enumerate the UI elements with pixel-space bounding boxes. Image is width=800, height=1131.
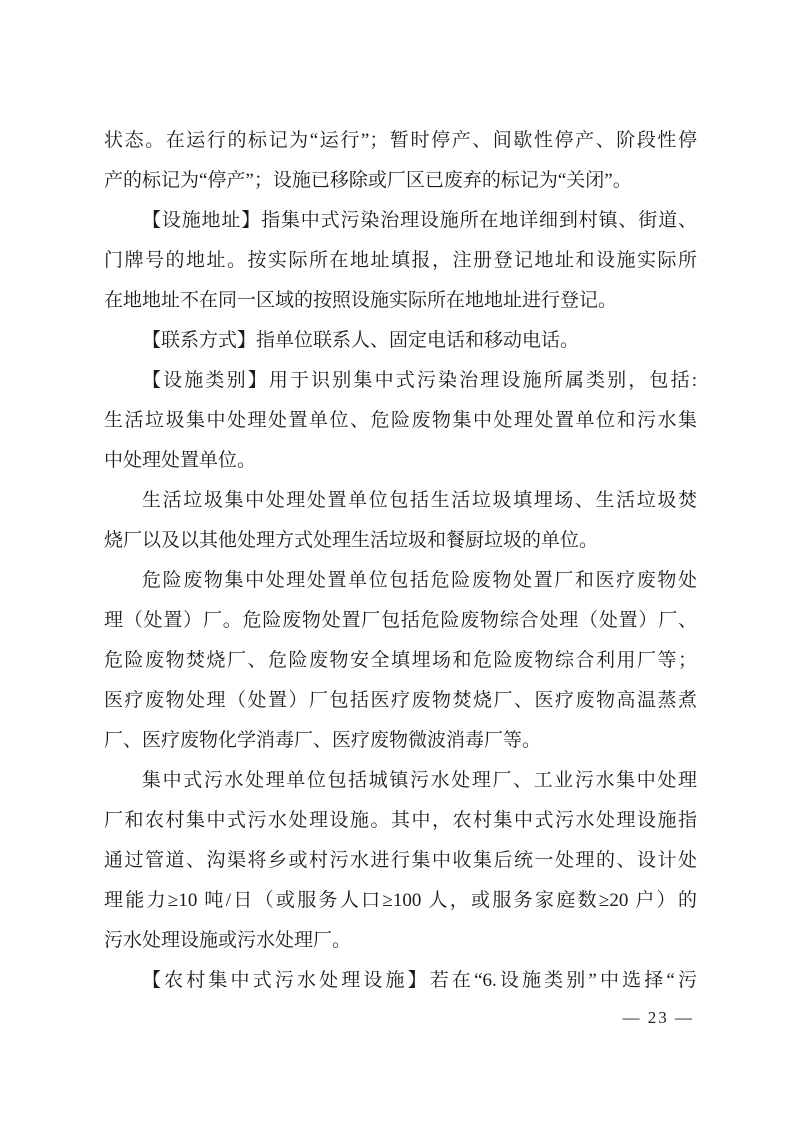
text-line: 产的标记为“停产”；设施已移除或厂区已废弃的标记为“关闭”。 — [104, 170, 632, 191]
text-line: 【农村集中式污水处理设施】若在“6.设施类别”中选择“污 — [142, 970, 697, 991]
text-line: 厂、医疗废物化学消毒厂、医疗废物微波消毒厂等。 — [104, 730, 542, 751]
text-line: 在地地址不在同一区域的按照设施实际所在地地址进行登记。 — [104, 290, 618, 311]
text-line: 理（处置）厂。危险废物处置厂包括危险废物综合处理（处置）厂、 — [104, 610, 697, 631]
text-line: 【设施地址】指集中式污染治理设施所在地详细到村镇、街道、 — [142, 210, 697, 231]
text-line: 危险废物焚烧厂、危险废物安全填埋场和危险废物综合利用厂等； — [104, 650, 697, 671]
text-line: 门牌号的地址。按实际所在地址填报，注册登记地址和设施实际所 — [104, 250, 697, 271]
text-line: 危险废物集中处理处置单位包括危险废物处置厂和医疗废物处 — [142, 570, 697, 591]
text-line: 【联系方式】指单位联系人、固定电话和移动电话。 — [142, 330, 580, 351]
text-line: 【设施类别】用于识别集中式污染治理设施所属类别，包括: — [142, 370, 697, 391]
text-line: 理能力≥10 吨/日（或服务人口≥100 人，或服务家庭数≥20 户）的 — [104, 890, 697, 911]
text-line: 通过管道、沟渠将乡或村污水进行集中收集后统一处理的、设计处 — [104, 850, 697, 871]
paragraph — [104, 321, 697, 361]
text-line: 医疗废物处理（处置）厂包括医疗废物焚烧厂、医疗废物高温蒸煮 — [104, 690, 697, 711]
paragraph — [104, 481, 697, 561]
text-line: 集中式污水处理单位包括城镇污水处理厂、工业污水集中处理 — [142, 770, 697, 791]
text-line: 污水处理设施或污水处理厂。 — [104, 930, 352, 951]
paragraph — [104, 961, 697, 1001]
page-number: — 23 — — [622, 1008, 694, 1027]
paragraph — [104, 561, 697, 761]
text-line: 状态。在运行的标记为“运行”；暂时停产、间歇性停产、阶段性停 — [104, 130, 697, 151]
text-line: 烧厂以及以其他处理方式处理生活垃圾和餐厨垃圾的单位。 — [104, 530, 599, 551]
text-line: 厂和农村集中式污水处理设施。其中，农村集中式污水处理设施指 — [104, 810, 697, 831]
paragraph — [104, 201, 697, 321]
body-text — [104, 121, 697, 1001]
text-line: 生活垃圾集中处理处置单位、危险废物集中处理处置单位和污水集 — [104, 410, 697, 431]
paragraph — [104, 761, 697, 961]
text-line: 生活垃圾集中处理处置单位包括生活垃圾填埋场、生活垃圾焚 — [142, 490, 697, 511]
paragraph — [104, 121, 697, 201]
text-line: 中处理处置单位。 — [104, 450, 257, 471]
paragraph — [104, 361, 697, 481]
